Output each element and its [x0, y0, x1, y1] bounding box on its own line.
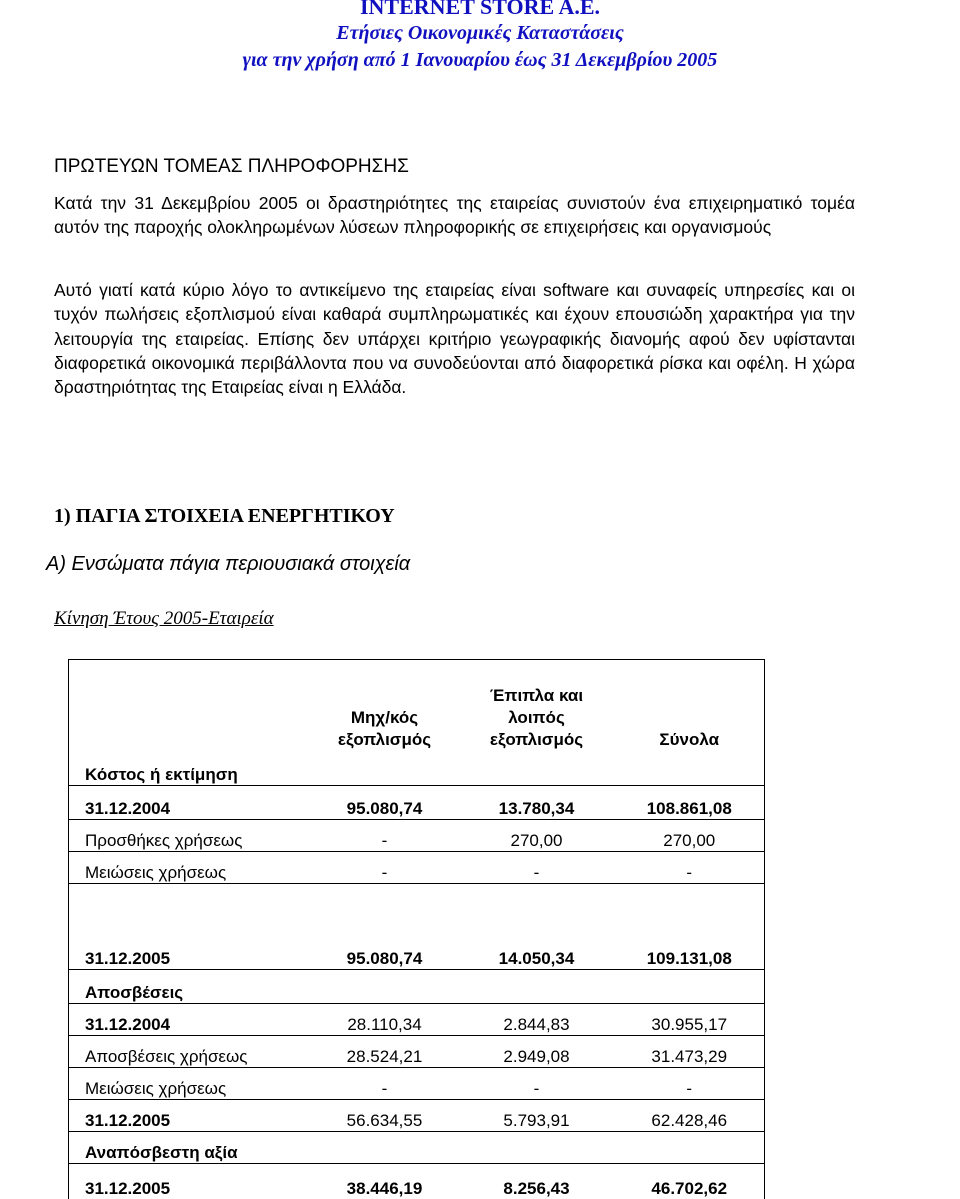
row-label: 31.12.2004	[69, 1004, 311, 1036]
column-header	[459, 660, 615, 754]
movement-title: Κίνηση Έτους 2005-Εταιρεία	[54, 608, 274, 629]
segment-paragraph-2: Αυτό γιατί κατά κύριο λόγο το αντικείμενο της εταιρείας είναι software και συναφείς υπηρεσίες και οι τυχόν πωλήσεις εξοπλισμού είναι καθαρά συμπληρωματικές και έχουν επουσιώδη χαρακτήρα για την λειτουργία της εταιρείας. Επίσης δεν υπάρχει κριτήριο γεωγραφικής διανομής αφού δεν υφίστανται διαφορετικά οικονομικά περιβάλλοντα που να συνοδεύονται από διαφορετικά ρίσκα και οφέλη. Η χώρα δραστηριότητας της Εταιρείας είναι η Ελλάδα.	[54, 280, 855, 398]
row-label: Μειώσεις χρήσεως	[69, 852, 311, 884]
table-cell: 28.110,34	[311, 1004, 459, 1036]
table-row	[69, 754, 765, 786]
table-cell	[459, 1132, 615, 1164]
table-row	[69, 1164, 765, 1199]
row-label: 31.12.2005	[69, 1164, 311, 1199]
table-row	[69, 1100, 765, 1132]
segment-paragraph-1: Κατά την 31 Δεκεμβρίου 2005 οι δραστηριότητες της εταιρείας συνιστούν ένα επιχειρηματικό τομέα αυτόν της παροχής ολοκληρωμένων λύσεων πληροφορικής σε επιχειρήσεις και οργανισμούς	[54, 193, 855, 238]
table-cell: 270,00	[459, 820, 615, 852]
table-cell: 109.131,08	[615, 884, 765, 970]
table-cell	[459, 970, 615, 1004]
table-cell: -	[615, 1068, 765, 1100]
row-label: Αποσβέσεις	[69, 970, 311, 1004]
column-header-line: λοιπός	[508, 707, 565, 727]
report-title: Ετήσιες Οικονομικές Καταστάσεις	[336, 22, 624, 44]
table-cell: 95.080,74	[311, 884, 459, 970]
table-cell	[311, 754, 459, 786]
table-cell: 2.949,08	[459, 1036, 615, 1068]
table-row	[69, 820, 765, 852]
table-row	[69, 970, 765, 1004]
company-name: INTERNET STORE A.E.	[359, 0, 601, 19]
table-cell	[69, 660, 311, 754]
segment-title: ΠΡΩΤΕΥΩΝ ΤΟΜΕΑΣ ΠΛΗΡΟΦΟΡΗΣΗΣ	[54, 156, 409, 177]
fixed-assets-heading: 1) ΠΑΓΙΑ ΣΤΟΙΧΕΙΑ ΕΝΕΡΓΗΤΙΚΟΥ	[54, 505, 395, 527]
column-header	[311, 660, 459, 754]
table-cell: 14.050,34	[459, 884, 615, 970]
column-header-line: Μηχ/κός	[350, 707, 419, 727]
table-cell: 2.844,83	[459, 1004, 615, 1036]
table-cell: 270,00	[615, 820, 765, 852]
fixed-assets-table	[68, 659, 765, 1199]
table-header-row	[69, 660, 765, 754]
table-cell	[615, 970, 765, 1004]
table-row	[69, 1004, 765, 1036]
table-cell	[459, 754, 615, 786]
column-header	[615, 660, 765, 754]
table-cell: 30.955,17	[615, 1004, 765, 1036]
table-cell: -	[459, 852, 615, 884]
tangible-assets-subheading: Α) Ενσώματα πάγια περιουσιακά στοιχεία	[46, 553, 411, 575]
table-row	[69, 852, 765, 884]
row-label: 31.12.2005	[69, 1100, 311, 1132]
table-cell: -	[311, 852, 459, 884]
table-row	[69, 1068, 765, 1100]
table-cell	[615, 754, 765, 786]
table-cell: -	[459, 1068, 615, 1100]
table-row	[69, 1036, 765, 1068]
row-label: Κόστος ή εκτίμηση	[69, 754, 311, 786]
row-label: 31.12.2004	[69, 786, 311, 820]
table-cell: 46.702,62	[615, 1164, 765, 1199]
table-cell: 8.256,43	[503, 1178, 570, 1198]
table-cell: 31.473,29	[615, 1036, 765, 1068]
table-cell: 62.428,46	[615, 1100, 765, 1132]
report-period: για την χρήση από 1 Ιανουαρίου έως 31 Δεκεμβρίου 2005	[242, 49, 718, 71]
row-label: Μειώσεις χρήσεως	[69, 1068, 311, 1100]
table-cell: 28.524,21	[311, 1036, 459, 1068]
column-header-line: εξοπλισμός	[337, 729, 432, 749]
row-label: 31.12.2005	[69, 884, 311, 970]
table-cell: 5.793,91	[459, 1100, 615, 1132]
table-cell: 108.861,08	[615, 786, 765, 820]
table-cell: 56.634,55	[311, 1100, 459, 1132]
table-cell: -	[615, 852, 765, 884]
table-cell	[615, 1132, 765, 1164]
table-row	[69, 1132, 765, 1164]
table-cell: -	[311, 1068, 459, 1100]
table-row	[69, 884, 765, 970]
table-cell: 95.080,74	[311, 786, 459, 820]
row-label: Αναπόσβεστη αξία	[69, 1132, 311, 1164]
table-cell	[311, 1132, 459, 1164]
document-header	[0, 0, 960, 74]
column-header-line: Έπιπλα και	[489, 685, 584, 705]
column-header-line: εξοπλισμός	[489, 729, 584, 749]
table-cell: -	[311, 820, 459, 852]
column-header-line: Σύνολα	[659, 729, 720, 749]
row-label: Αποσβέσεις χρήσεως	[69, 1036, 311, 1068]
table-row	[69, 786, 765, 820]
row-label: Προσθήκες χρήσεως	[69, 820, 311, 852]
table-cell: 38.446,19	[346, 1178, 423, 1198]
table-cell	[311, 970, 459, 1004]
table-cell: 13.780,34	[459, 786, 615, 820]
